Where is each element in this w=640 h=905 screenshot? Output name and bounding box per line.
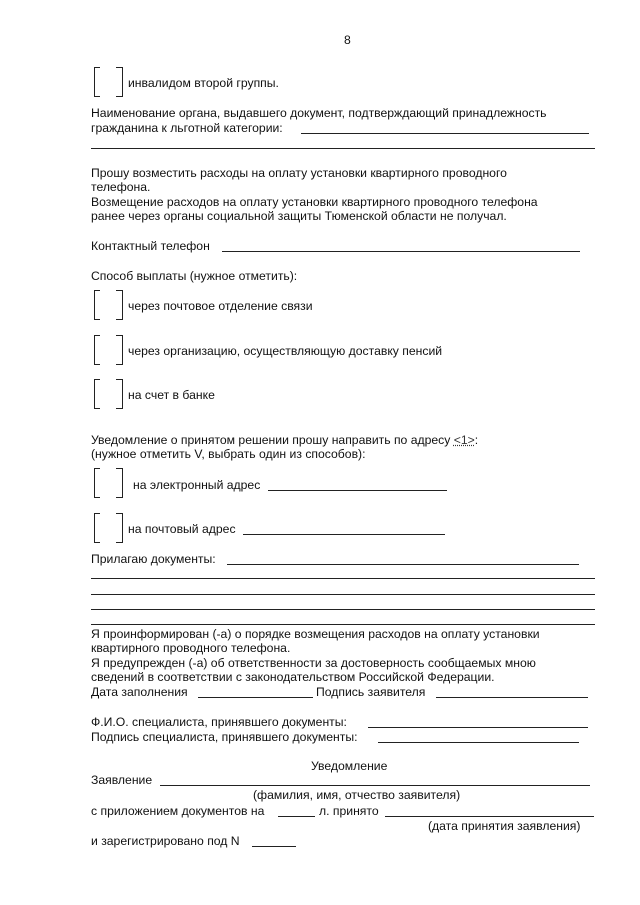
acceptance-date-caption: (дата принятия заявления)	[428, 819, 581, 833]
payment-post-checkbox[interactable]	[94, 290, 124, 320]
notify-postal-checkbox[interactable]	[94, 513, 124, 543]
notify-postal-label: на почтовый адрес	[128, 522, 236, 536]
specialist-name-label: Ф.И.О. специалиста, принявшего документы:	[91, 715, 347, 729]
applicant-signature-label: Подпись заявителя	[316, 685, 426, 699]
authority-field[interactable]	[301, 133, 589, 134]
registered-label: и зарегистрировано под N	[91, 834, 240, 848]
sheets-accepted-label: л. принято	[319, 804, 379, 818]
warned-line2: сведений в соответствии с законодательством Российской Федерации.	[91, 670, 495, 684]
registration-number-field[interactable]	[252, 846, 296, 847]
fio-caption: (фамилия, имя, отчество заявителя)	[253, 788, 461, 802]
statement-label: Заявление	[91, 773, 153, 787]
informed-line2: квартирного проводного телефона.	[91, 641, 291, 655]
notify-email-field[interactable]	[268, 490, 447, 491]
specialist-signature-label: Подпись специалиста, принявшего документы:	[91, 730, 358, 744]
with-docs-label: с приложением документов на	[91, 804, 265, 818]
warned-line1: Я предупрежден (-а) об ответственности за достоверность сообщаемых мною	[91, 656, 536, 670]
attached-docs-line-3[interactable]	[91, 594, 595, 595]
payment-bank-checkbox[interactable]	[94, 379, 124, 409]
payment-bank-label: на счет в банке	[128, 388, 215, 402]
disability-option-label: инвалидом второй группы.	[128, 76, 279, 90]
notification-colon: :	[474, 433, 479, 447]
fill-date-label: Дата заполнения	[91, 685, 188, 699]
request-line1: Прошу возместить расходы на оплату установки квартирного проводного	[91, 166, 507, 180]
specialist-name-field[interactable]	[368, 727, 588, 728]
statement-applicant-field[interactable]	[160, 785, 590, 786]
contact-phone-label: Контактный телефон	[91, 239, 210, 253]
authority-label-line1: Наименование органа, выдавшего документ, подтверждающий принадлежность	[91, 106, 547, 120]
payment-organization-checkbox[interactable]	[94, 335, 124, 365]
informed-line1: Я проинформирован (-а) о порядке возмещения расходов на оплату установки	[91, 627, 540, 641]
payment-organization-label: через организацию, осуществляющую доставку пенсий	[128, 344, 443, 358]
notice-title: Уведомление	[311, 759, 388, 773]
attached-docs-label: Прилагаю документы:	[91, 552, 216, 566]
footnote-link[interactable]: <1>	[453, 433, 475, 447]
page-number: 8	[344, 33, 351, 47]
attached-docs-field[interactable]	[227, 564, 579, 565]
notification-line1	[91, 433, 478, 447]
notification-line2: (нужное отметить V, выбрать один из способов):	[91, 447, 366, 461]
acceptance-date-field[interactable]	[385, 816, 594, 817]
payment-post-label: через почтовое отделение связи	[128, 299, 313, 313]
attached-docs-line-4[interactable]	[91, 609, 595, 610]
request-line4: ранее через органы социальной защиты Тюменской области не получал.	[91, 209, 507, 223]
notify-postal-field[interactable]	[243, 534, 445, 535]
sheets-count-field[interactable]	[278, 816, 315, 817]
authority-field-continuation[interactable]	[91, 148, 595, 149]
applicant-signature-field[interactable]	[436, 697, 588, 698]
disability-checkbox[interactable]	[94, 67, 124, 97]
request-line3: Возмещение расходов на оплату установки квартирного проводного телефона	[91, 195, 538, 209]
specialist-signature-field[interactable]	[378, 742, 579, 743]
authority-label-line2: гражданина к льготной категории:	[91, 121, 283, 135]
notify-email-label: на электронный адрес	[133, 478, 261, 492]
attached-docs-line-2[interactable]	[91, 578, 595, 579]
request-line2: телефона.	[91, 180, 151, 194]
notify-email-checkbox[interactable]	[94, 468, 124, 498]
attached-docs-line-5[interactable]	[91, 624, 595, 625]
fill-date-field[interactable]	[198, 697, 313, 698]
payment-method-label: Способ выплаты (нужное отметить):	[91, 269, 298, 283]
contact-phone-field[interactable]	[222, 251, 580, 252]
notification-text: Уведомление о принятом решении прошу направить по адресу	[91, 433, 451, 447]
